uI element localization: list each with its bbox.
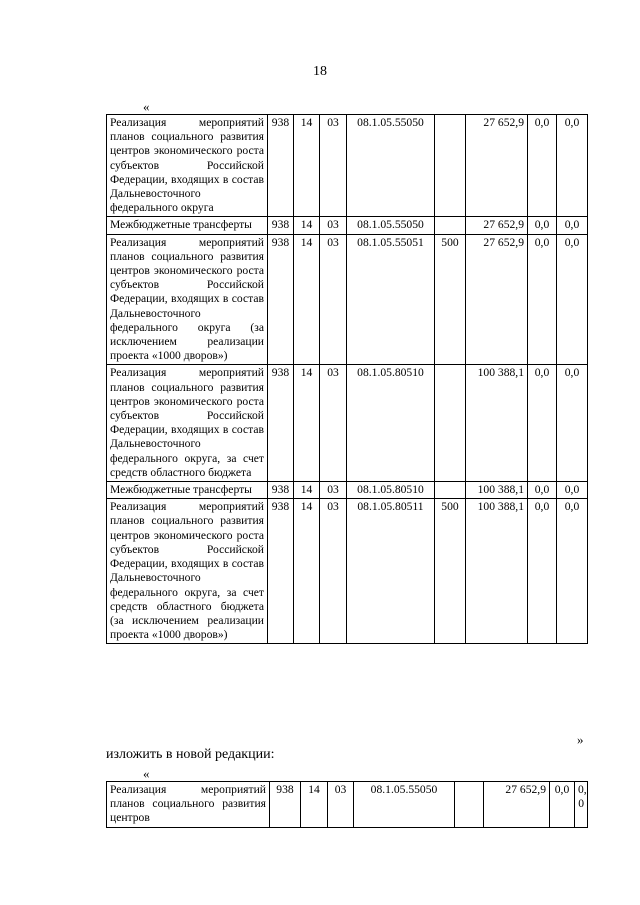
- instruction-text: изложить в новой редакции:: [106, 747, 275, 762]
- row-name-cell: Межбюджетные трансферты: [107, 482, 268, 499]
- amount-cell: 27 652,9: [466, 217, 528, 234]
- page-number: 18: [313, 64, 327, 79]
- target-article-cell: 08.1.05.80510: [347, 482, 435, 499]
- section-cell: 14: [301, 782, 328, 828]
- subsection-cell: 03: [320, 482, 347, 499]
- grbs-cell: 938: [268, 499, 294, 644]
- subsection-cell: 03: [328, 782, 354, 828]
- amount-cell: 27 652,9: [484, 782, 550, 828]
- subsection-cell: 03: [320, 365, 347, 482]
- year2-cell: 0,0: [528, 365, 557, 482]
- subsection-cell: 03: [320, 115, 347, 217]
- target-article-cell: 08.1.05.80510: [347, 365, 435, 482]
- year3-cell: 0,0: [557, 115, 588, 217]
- expense-type-cell: [435, 115, 466, 217]
- expense-type-cell: [455, 782, 484, 828]
- table-row: [107, 115, 588, 217]
- amount-cell: 100 388,1: [466, 499, 528, 644]
- target-article-cell: 08.1.05.55051: [347, 234, 435, 365]
- grbs-cell: 938: [268, 482, 294, 499]
- table-row: [107, 365, 588, 482]
- amount-cell: 100 388,1: [466, 482, 528, 499]
- year2-cell: 0,0: [528, 499, 557, 644]
- target-article-cell: 08.1.05.55050: [347, 115, 435, 217]
- section-cell: 14: [294, 115, 320, 217]
- target-article-cell: 08.1.05.55050: [347, 217, 435, 234]
- subsection-cell: 03: [320, 234, 347, 365]
- section-cell: 14: [294, 365, 320, 482]
- row-name-cell: Реализация мероприятий планов социального развития центров экономического роста субъектов Российской Федерации, входящих в состав Дальневосточного федерального округа: [107, 115, 268, 217]
- year3-cell: 0,0: [557, 499, 588, 644]
- grbs-cell: 938: [270, 782, 301, 828]
- opening-quote-new: «: [143, 766, 150, 781]
- amount-cell: 27 652,9: [466, 234, 528, 365]
- section-cell: 14: [294, 234, 320, 365]
- year3-cell: 0,0: [557, 365, 588, 482]
- row-name-cell: Межбюджетные трансферты: [107, 217, 268, 234]
- budget-table-new-body: [107, 782, 588, 828]
- year2-cell: 0,0: [528, 217, 557, 234]
- row-name-cell: Реализация мероприятий планов социального развития центров экономического роста субъектов Российской Федерации, входящих в состав Дальневосточного федерального округа, за счет средств областного бюджета (за исключением реализации проекта «1000 дворов»): [107, 499, 268, 644]
- expense-type-cell: [435, 365, 466, 482]
- amount-cell: 27 652,9: [466, 115, 528, 217]
- subsection-cell: 03: [320, 499, 347, 644]
- target-article-cell: 08.1.05.80511: [347, 499, 435, 644]
- expense-type-cell: 500: [435, 234, 466, 365]
- subsection-cell: 03: [320, 217, 347, 234]
- grbs-cell: 938: [268, 365, 294, 482]
- section-cell: 14: [294, 499, 320, 644]
- opening-quote: «: [143, 99, 150, 114]
- section-cell: 14: [294, 482, 320, 499]
- year2-cell: 0,0: [528, 234, 557, 365]
- year3-cell-line: 0,: [578, 783, 587, 796]
- grbs-cell: 938: [268, 234, 294, 365]
- year3-cell: [575, 782, 588, 828]
- grbs-cell: 938: [268, 115, 294, 217]
- year2-cell: 0,0: [528, 482, 557, 499]
- budget-table-new: [106, 781, 588, 828]
- budget-table-old: [106, 114, 588, 644]
- year3-cell: 0,0: [557, 217, 588, 234]
- year2-cell: 0,0: [550, 782, 575, 828]
- year3-cell: 0,0: [557, 482, 588, 499]
- budget-table-old-body: [107, 115, 588, 644]
- table-row: [107, 782, 588, 828]
- table-row: [107, 482, 588, 499]
- year2-cell: 0,0: [528, 115, 557, 217]
- closing-quote: »: [577, 732, 584, 747]
- expense-type-cell: 500: [435, 499, 466, 644]
- row-name-cell: Реализация мероприятий планов социального развития центров: [107, 782, 270, 828]
- section-cell: 14: [294, 217, 320, 234]
- table-row: [107, 234, 588, 365]
- target-article-cell: 08.1.05.55050: [354, 782, 455, 828]
- amount-cell: 100 388,1: [466, 365, 528, 482]
- grbs-cell: 938: [268, 217, 294, 234]
- row-name-cell: Реализация мероприятий планов социального развития центров экономического роста субъектов Российской Федерации, входящих в состав Дальневосточного федерального округа, за счет средств областного бюджета: [107, 365, 268, 482]
- row-name-cell: Реализация мероприятий планов социального развития центров экономического роста субъектов Российской Федерации, входящих в состав Дальневосточного федерального округа (за исключением реализации проекта «1000 дворов»): [107, 234, 268, 365]
- table-row: [107, 217, 588, 234]
- table-row: [107, 499, 588, 644]
- year3-cell: 0,0: [557, 234, 588, 365]
- expense-type-cell: [435, 482, 466, 499]
- expense-type-cell: [435, 217, 466, 234]
- year3-cell-line: 0: [578, 797, 584, 811]
